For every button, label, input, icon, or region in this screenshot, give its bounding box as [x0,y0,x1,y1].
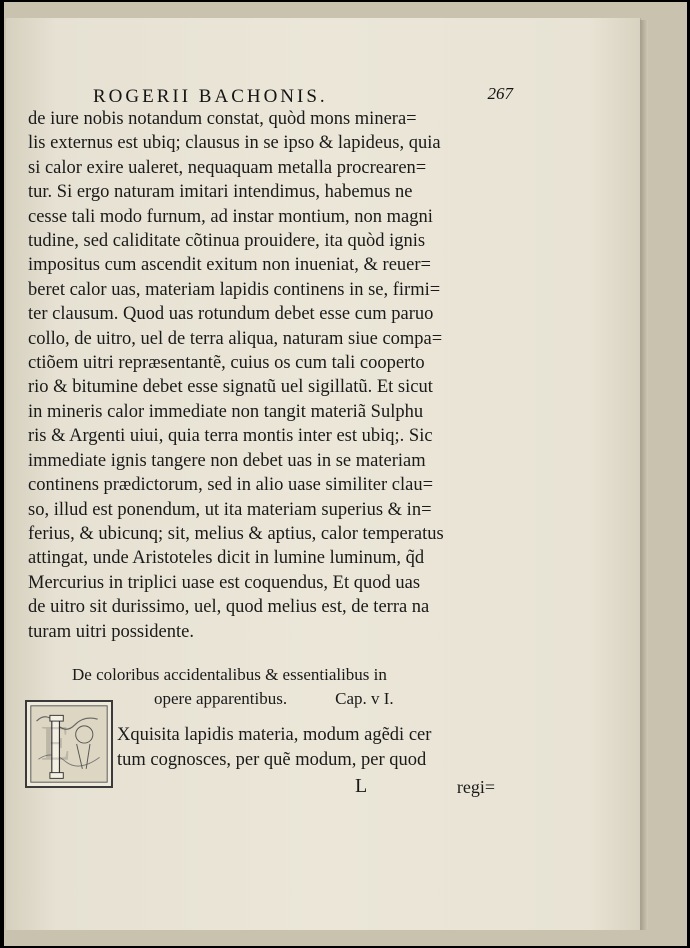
text-line: ferius, & ubicunq; sit, melius & aptius, calor temperatus [28,523,444,544]
text-line: cesse tali modo furnum, ad instar montium, non magni [28,206,433,227]
text-line: turam uitri possidente. [28,621,194,642]
chapter-heading [72,663,492,711]
text-line: tur. Si ergo naturam imitari intendimus, habemus ne [28,182,413,203]
signature-mark: L [355,775,368,797]
text-line: ctiõem uitri repræsentantẽ, cuius os cum tali cooperto [28,353,425,374]
text-line: ter clausum. Quod uas rotundum debet esse cum paruo [28,304,434,325]
decorated-initial [25,700,113,788]
text-line: collo, de uitro, uel de terra aliqua, naturam siue compa= [28,328,443,349]
chapter-number: Cap. v I. [335,689,394,708]
text-line: rio & bitumine debet esse signatũ uel sigillatũ. Et sicut [28,377,433,398]
text-line: tudine, sed caliditate cõtinua prouidere, ita quòd ignis [28,231,426,252]
text-line: continens prædictorum, sed in alio uase similiter clau= [28,475,434,496]
text-line: si calor exire ualeret, nequaquam metalla procrearen= [28,157,427,178]
catchword: regi= [456,777,495,797]
text-line: ris & Argenti uiui, quia terra montis inter est ubiq;. Sic [28,426,433,447]
decorated-initial-illustration [27,702,111,786]
page-footer [355,775,495,799]
chapter-opening-text [117,723,487,773]
chapter-heading-line2: opere apparentibus. [154,689,288,708]
text-line: Mercurius in triplici uase est coquendus, Et quod uas [28,572,421,593]
text-line: lis externus est ubiq; clausus in se ipso & lapideus, quia [28,133,441,154]
text-line: impositus cum ascendit exitum non inueniat, & reuer= [28,255,431,276]
folio-number: 267 [487,84,513,103]
text-line: de iure nobis notandum constat, quòd mons minera= [28,109,417,129]
text-line: attingat, unde Aristoteles dicit in lumine luminum, q̃d [28,548,425,569]
text-line: immediate ignis tangere non debet uas in se materiam [28,450,426,471]
running-head: ROGERII BACHONIS. [93,86,328,107]
chapter-heading-line1: De coloribus accidentalibus & essentialibus in [72,665,387,684]
text-line: de uitro sit durissimo, uel, quod melius est, de terra na [28,597,430,618]
text-line: in mineris calor immediate non tangit materiã Sulphu [28,401,424,422]
initial-letter: E [40,715,71,771]
page-edge [640,20,648,930]
text-line: so, illud est ponendum, ut ita materiam superius & in= [28,499,432,520]
text-line: beret calor uas, materiam lapidis continens in se, firmi= [28,279,441,300]
body-text [28,107,498,644]
opening-line-1: Xquisita lapidis materia, modum agẽdi cer [117,725,432,745]
opening-line-2: tum cognosces, per quẽ modum, per quod [117,750,427,770]
